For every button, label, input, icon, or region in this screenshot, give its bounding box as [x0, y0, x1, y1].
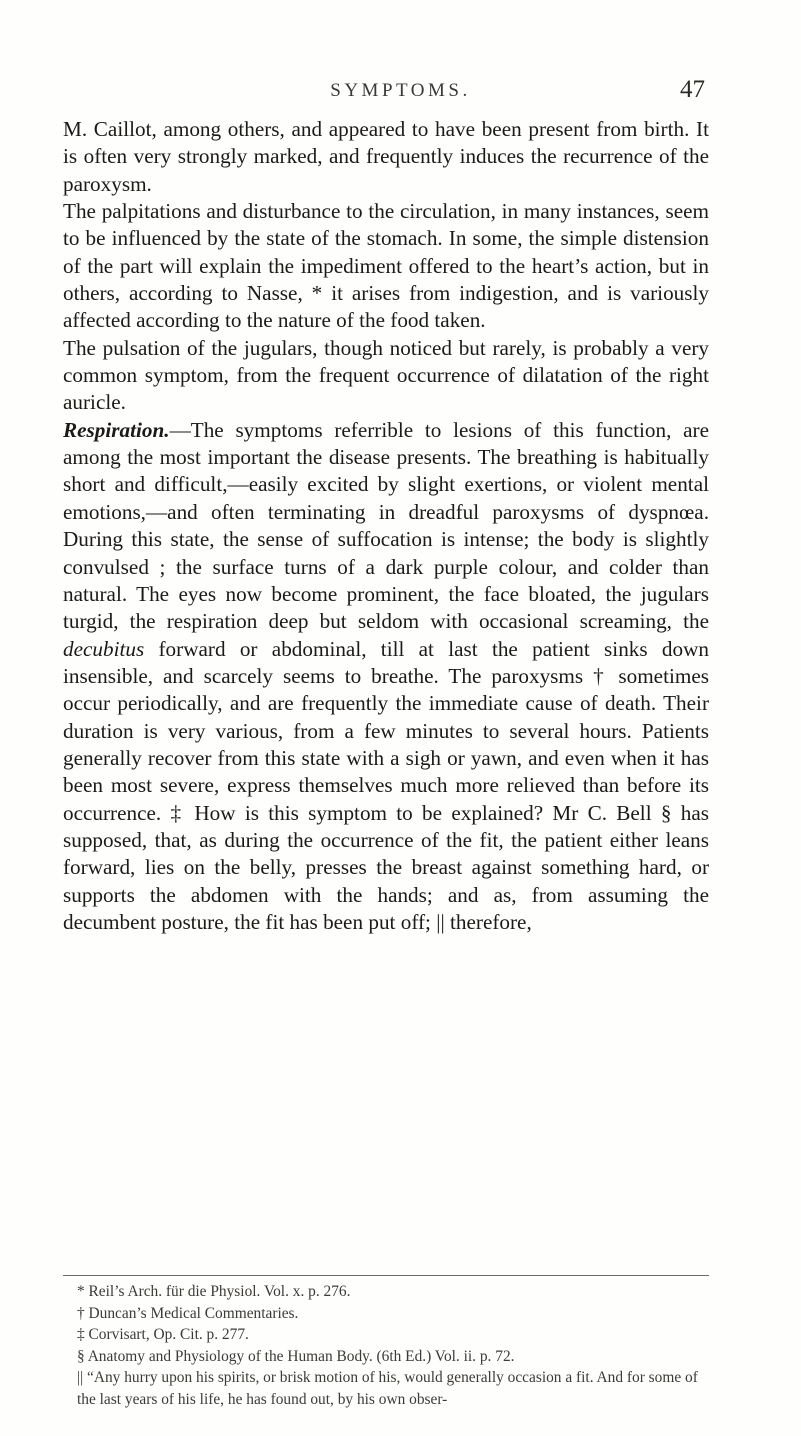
- footnotes: [63, 1281, 709, 1411]
- paragraph-2: The palpitations and disturbance to the circulation, in many instances, seem to be influenced by the state of the stomach. In some, the simple distension of the part will explain the impediment offered to the heart’s action, but in others, according to Nasse, * it arises from indigestion, and is variously affected according to the nature of the food taken.: [63, 199, 709, 333]
- footnote-parallel: || “Any hurry upon his spirits, or brisk motion of his, would generally occasion a fit. And for some of the last years of his life, he has found out, by his own obser-: [77, 1369, 698, 1408]
- paragraph-1: M. Caillot, among others, and appeared to have been present from birth. It is often very strongly marked, and frequently induces the recurrence of the paroxysm.: [63, 117, 709, 196]
- section-heading-respiration: Respiration.: [63, 417, 170, 442]
- italic-term-decubitus: decubitus: [63, 636, 145, 661]
- page-number: 47: [680, 76, 705, 103]
- footnote-double-dagger: ‡ Corvisart, Op. Cit. p. 277.: [77, 1326, 249, 1344]
- paragraph-respiration-text-b: forward or abdominal, till at last the patient sinks down insensible, and scarcely seems to breathe. The paroxysms † sometimes occur periodically, and are frequently the immediate cause of death. Their duration is very various, from a few minutes to several hours. Patients generally recover from this state with a sigh or yawn, and even when it has been most severe, express themselves much more relieved than before its occurrence. ‡ How is this symptom to be explained? Mr C. Bell § has supposed, that, as during the occurrence of the fit, the patient either leans forward, lies on the belly, presses the breast against something hard, or supports the abdomen with the hands; and as, from assuming the decumbent posture, the fit has been put off; || therefore,: [63, 636, 709, 934]
- paragraph-respiration-text-a: —The symptoms referrible to lesions of this function, are among the most important the disease presents. The breathing is habitually short and difficult,—easily excited by slight exertions, or violent mental emotions,—and often terminating in dreadful paroxysms of dyspnœa. During this state, the sense of suffocation is intense; the body is slightly convulsed ; the surface turns of a dark purple colour, and colder than natural. The eyes now become prominent, the face bloated, the jugulars turgid, the respiration deep but seldom with occasional screaming, the: [63, 417, 709, 634]
- running-header: [0, 76, 801, 106]
- body-text: [63, 116, 709, 936]
- footnote-asterisk: * Reil’s Arch. für die Physiol. Vol. x. p. 276.: [77, 1283, 351, 1300]
- footnote-rule: [63, 1275, 709, 1276]
- footnote-section: § Anatomy and Physiology of the Human Body. (6th Ed.) Vol. ii. p. 72.: [77, 1347, 515, 1365]
- paragraph-3: The pulsation of the jugulars, though noticed but rarely, is probably a very common symptom, from the frequent occurrence of dilatation of the right auricle.: [63, 335, 709, 415]
- footnote-dagger: † Duncan’s Medical Commentaries.: [77, 1304, 299, 1322]
- running-title: SYMPTOMS.: [330, 80, 471, 101]
- paragraph-respiration: [63, 417, 709, 937]
